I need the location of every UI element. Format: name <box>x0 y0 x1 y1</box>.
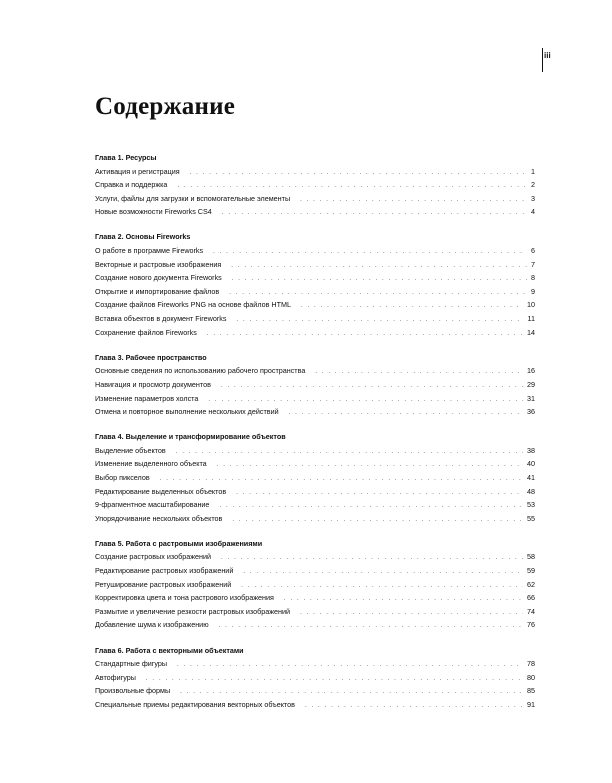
header-rule <box>542 48 543 72</box>
toc-entry[interactable] <box>95 285 535 299</box>
toc-entry[interactable] <box>95 178 535 192</box>
toc-entry[interactable] <box>95 498 535 512</box>
toc-entry[interactable] <box>95 657 535 671</box>
toc-entry[interactable] <box>95 326 535 340</box>
toc-entry-page-number[interactable]: 7 <box>531 259 535 269</box>
toc-chapter <box>95 644 535 712</box>
dot-leader <box>300 194 527 208</box>
toc-entry-label[interactable]: Активация и регистрация <box>95 166 180 176</box>
toc-entry-label[interactable]: Специальные приемы редактирования векторных объектов <box>95 699 295 709</box>
toc-entry-page-number[interactable]: 8 <box>531 273 535 283</box>
dot-leader <box>232 514 523 528</box>
toc-entry-label[interactable]: Сохранение файлов Fireworks <box>95 327 197 337</box>
toc-entry[interactable] <box>95 271 535 285</box>
toc-entry[interactable] <box>95 205 535 219</box>
toc-entry-page-number[interactable]: 40 <box>527 459 535 469</box>
toc-entry-label[interactable]: Редактирование растровых изображений <box>95 566 234 576</box>
toc-entry-label[interactable]: Добавление шума к изображению <box>95 620 209 630</box>
toc-entry-page-number[interactable]: 10 <box>527 300 535 310</box>
page-number: iii <box>544 51 551 60</box>
toc-entry-page-number[interactable]: 9 <box>531 286 535 296</box>
dot-leader <box>289 407 523 421</box>
toc-entry-label[interactable]: Размытие и увеличение резкости растровых изображений <box>95 606 291 616</box>
toc-chapter <box>95 537 535 632</box>
toc-entry[interactable] <box>95 392 535 406</box>
toc-entry-label[interactable]: Упорядочивание нескольких объектов <box>95 513 223 523</box>
table-of-contents <box>95 151 535 723</box>
dot-leader <box>177 659 523 673</box>
toc-entry-label[interactable]: Услуги, файлы для загрузки и вспомогательные элементы <box>95 193 291 203</box>
dot-leader <box>301 300 523 314</box>
toc-entry[interactable] <box>95 512 535 526</box>
toc-entry-label[interactable]: Выделение объектов <box>95 445 166 455</box>
toc-entry-label[interactable]: О работе в программе Fireworks <box>95 246 204 256</box>
toc-entry[interactable] <box>95 564 535 578</box>
toc-entry[interactable] <box>95 364 535 378</box>
toc-entry-page-number[interactable]: 41 <box>527 472 535 482</box>
dot-leader <box>219 500 523 514</box>
chapter-title[interactable]: Глава 5. Работа с растровыми изображениями <box>95 538 263 548</box>
dot-leader <box>243 566 523 580</box>
toc-entry-page-number[interactable]: 48 <box>527 486 535 496</box>
toc-entry[interactable] <box>95 258 535 272</box>
toc-entry-page-number[interactable]: 38 <box>527 445 535 455</box>
toc-entry-page-number[interactable]: 85 <box>527 686 535 696</box>
dot-leader <box>219 620 523 634</box>
toc-entry-label[interactable]: Выбор пикселов <box>95 472 150 482</box>
toc-entry-label[interactable]: Справка и поддержка <box>95 180 168 190</box>
toc-entry-label[interactable]: Открытие и импортирование файлов <box>95 286 220 296</box>
toc-entry[interactable] <box>95 165 535 179</box>
toc-entry-label[interactable]: Создание файлов Fireworks PNG на основе файлов HTML <box>95 300 291 310</box>
toc-entry[interactable] <box>95 298 535 312</box>
toc-entry[interactable] <box>95 591 535 605</box>
toc-entry-page-number[interactable]: 74 <box>527 606 535 616</box>
toc-entry[interactable] <box>95 444 535 458</box>
toc-entry-page-number[interactable]: 66 <box>527 593 535 603</box>
dot-leader <box>305 700 523 714</box>
dot-leader <box>146 673 523 687</box>
toc-entry-label[interactable]: Изменение параметров холста <box>95 393 199 403</box>
toc-entry-page-number[interactable]: 2 <box>531 180 535 190</box>
toc-entry-page-number[interactable]: 4 <box>531 207 535 217</box>
toc-entry-label[interactable]: Новые возможности Fireworks CS4 <box>95 207 212 217</box>
toc-entry[interactable] <box>95 485 535 499</box>
toc-entry-label[interactable]: Корректировка цвета и тона растрового изображения <box>95 593 274 603</box>
toc-entry[interactable] <box>95 312 535 326</box>
toc-entry[interactable] <box>95 457 535 471</box>
dot-leader <box>236 314 523 328</box>
toc-entry[interactable] <box>95 578 535 592</box>
toc-chapter <box>95 351 535 419</box>
toc-entry-label[interactable]: Векторные и растровые изображения <box>95 259 222 269</box>
dot-leader <box>232 273 527 287</box>
chapter-title[interactable]: Глава 1. Ресурсы <box>95 153 157 162</box>
toc-entry-page-number[interactable]: 53 <box>527 500 535 510</box>
dot-leader <box>217 459 523 473</box>
dot-leader <box>315 366 523 380</box>
toc-entry-label[interactable]: Вставка объектов в документ Fireworks <box>95 314 227 324</box>
dot-leader <box>176 446 523 460</box>
toc-entry-label[interactable]: Создание растровых изображений <box>95 552 212 562</box>
toc-entry-page-number[interactable]: 59 <box>527 566 535 576</box>
toc-entry-label[interactable]: Автофигуры <box>95 672 136 682</box>
dot-leader <box>190 167 527 181</box>
toc-entry-label[interactable]: Создание нового документа Fireworks <box>95 273 222 283</box>
dot-leader <box>221 380 523 394</box>
toc-entry-label[interactable]: Основные сведения по использованию рабочего пространства <box>95 366 306 376</box>
toc-entry-page-number[interactable]: 80 <box>527 672 535 682</box>
toc-entry-page-number[interactable]: 58 <box>527 552 535 562</box>
toc-entry[interactable] <box>95 378 535 392</box>
toc-entry[interactable] <box>95 698 535 712</box>
dot-leader <box>300 607 523 621</box>
chapter-title[interactable]: Глава 2. Основы Fireworks <box>95 232 191 242</box>
toc-entry-label[interactable]: 9-фрагментное масштабирование <box>95 500 210 510</box>
toc-entry-page-number[interactable]: 91 <box>527 699 535 709</box>
chapter-title[interactable]: Глава 4. Выделение и трансформирование объектов <box>95 432 286 442</box>
page-title: Содержание <box>95 93 236 120</box>
toc-entry-page-number[interactable]: 29 <box>527 379 535 389</box>
toc-entry-page-number[interactable]: 14 <box>527 327 535 337</box>
dot-leader <box>284 593 523 607</box>
toc-chapter <box>95 151 535 219</box>
toc-entry-label[interactable]: Стандартные фигуры <box>95 659 168 669</box>
toc-entry-label[interactable]: Ретуширование растровых изображений <box>95 579 232 589</box>
toc-entry-page-number[interactable]: 11 <box>527 314 535 324</box>
toc-entry-page-number[interactable]: 36 <box>527 407 535 417</box>
toc-entry[interactable] <box>95 244 535 258</box>
toc-entry-page-number[interactable]: 1 <box>531 166 535 176</box>
toc-entry-label[interactable]: Произвольные формы <box>95 686 171 696</box>
toc-entry-page-number[interactable]: 78 <box>527 659 535 669</box>
toc-entry[interactable] <box>95 405 535 419</box>
dot-leader <box>207 328 523 342</box>
toc-entry[interactable] <box>95 192 535 206</box>
dot-leader <box>213 246 527 260</box>
chapter-title[interactable]: Глава 6. Работа с векторными объектами <box>95 645 244 655</box>
toc-entry-page-number[interactable]: 3 <box>531 193 535 203</box>
toc-entry[interactable] <box>95 671 535 685</box>
toc-entry-label[interactable]: Отмена и повторное выполнение нескольких действий <box>95 407 279 417</box>
toc-entry-label[interactable]: Редактирование выделенных объектов <box>95 486 227 496</box>
toc-entry[interactable] <box>95 684 535 698</box>
toc-entry-page-number[interactable]: 6 <box>531 246 535 256</box>
dot-leader <box>241 580 523 594</box>
chapter-title[interactable]: Глава 3. Рабочее пространство <box>95 352 207 362</box>
toc-entry[interactable] <box>95 618 535 632</box>
toc-entry[interactable] <box>95 605 535 619</box>
toc-entry[interactable] <box>95 471 535 485</box>
toc-entry-page-number[interactable]: 62 <box>527 579 535 589</box>
toc-entry-page-number[interactable]: 76 <box>527 620 535 630</box>
toc-entry-page-number[interactable]: 16 <box>527 366 535 376</box>
toc-entry-page-number[interactable]: 31 <box>527 393 535 403</box>
dot-leader <box>236 487 523 501</box>
toc-chapter <box>95 230 535 339</box>
toc-entry-label[interactable]: Изменение выделенного объекта <box>95 459 207 469</box>
dot-leader <box>221 552 523 566</box>
dot-leader <box>222 207 527 221</box>
toc-chapter <box>95 430 535 525</box>
toc-entry-label[interactable]: Навигация и просмотр документов <box>95 379 211 389</box>
toc-entry-page-number[interactable]: 55 <box>527 513 535 523</box>
toc-entry[interactable] <box>95 550 535 564</box>
dot-leader <box>231 260 527 274</box>
